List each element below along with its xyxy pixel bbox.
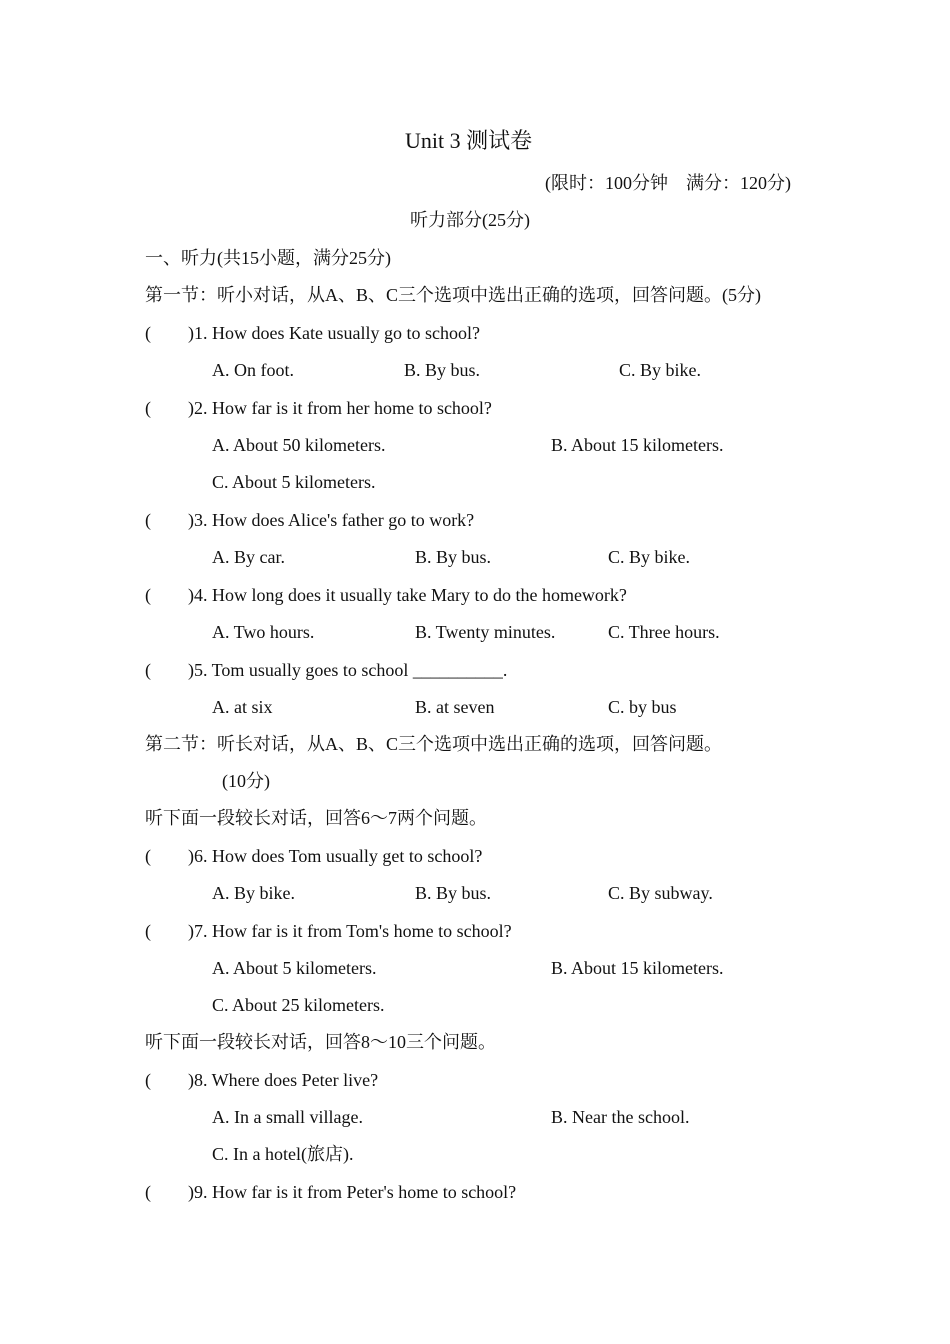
option-c: C. By subway.: [608, 883, 713, 903]
subsection-2-heading: 第二节：听长对话，从A、B、C三个选项中选出正确的选项，回答问题。: [145, 734, 723, 754]
option-b: B. By bus.: [415, 547, 492, 567]
option-a: A. Two hours.: [212, 622, 315, 642]
answer-bracket: (: [145, 846, 151, 866]
option-b: B. About 15 kilometers.: [551, 435, 724, 455]
option-b: B. Near the school.: [551, 1107, 690, 1127]
option-a: A. By bike.: [212, 883, 295, 903]
question-4: )4. How long does it usually take Mary to do the homework?: [188, 585, 627, 605]
dialogue-intro: 听下面一段较长对话，回答8～10三个问题。: [145, 1032, 496, 1052]
answer-bracket: (: [145, 921, 151, 941]
dialogue-intro: 听下面一段较长对话，回答6～7两个问题。: [145, 808, 487, 828]
option-b: B. About 15 kilometers.: [551, 958, 724, 978]
option-b: B. at seven: [415, 697, 495, 717]
question-5: )5. Tom usually goes to school __________.: [188, 660, 508, 680]
time-and-score-limits: (限时：100分钟 满分：120分): [545, 173, 791, 193]
subsection-1-heading: 第一节：听小对话，从A、B、C三个选项中选出正确的选项，回答问题。(5分): [145, 285, 761, 305]
option-c: C. By bike.: [608, 547, 691, 567]
section-heading: 一、听力(共15小题，满分25分): [145, 248, 391, 268]
option-c: C. About 5 kilometers.: [212, 472, 376, 492]
option-b: B. By bus.: [415, 883, 492, 903]
option-c: C. About 25 kilometers.: [212, 995, 385, 1015]
option-a: A. By car.: [212, 547, 285, 567]
question-2: )2. How far is it from her home to school?: [188, 398, 492, 418]
answer-bracket: (: [145, 510, 151, 530]
question-8: )8. Where does Peter live?: [188, 1070, 379, 1090]
answer-bracket: (: [145, 398, 151, 418]
option-a: A. About 5 kilometers.: [212, 958, 377, 978]
option-c: C. by bus: [608, 697, 677, 717]
option-c: C. Three hours.: [608, 622, 720, 642]
option-b: B. Twenty minutes.: [415, 622, 556, 642]
answer-bracket: (: [145, 660, 151, 680]
question-3: )3. How does Alice's father go to work?: [188, 510, 475, 530]
option-a: A. On foot.: [212, 360, 294, 380]
question-9: )9. How far is it from Peter's home to school?: [188, 1182, 517, 1202]
page-title: Unit 3 测试卷: [405, 128, 533, 153]
part-title: 听力部分(25分): [410, 210, 530, 230]
option-a: A. In a small village.: [212, 1107, 363, 1127]
question-7: )7. How far is it from Tom's home to school?: [188, 921, 512, 941]
answer-bracket: (: [145, 585, 151, 605]
option-a: A. About 50 kilometers.: [212, 435, 386, 455]
option-c: C. By bike.: [619, 360, 702, 380]
option-a: A. at six: [212, 697, 273, 717]
option-c: C. In a hotel(旅店).: [212, 1144, 354, 1164]
subsection-2-score: (10分): [222, 771, 270, 791]
question-1: )1. How does Kate usually go to school?: [188, 323, 480, 343]
answer-bracket: (: [145, 323, 151, 343]
option-b: B. By bus.: [404, 360, 481, 380]
question-6: )6. How does Tom usually get to school?: [188, 846, 483, 866]
answer-bracket: (: [145, 1070, 151, 1090]
answer-bracket: (: [145, 1182, 151, 1202]
